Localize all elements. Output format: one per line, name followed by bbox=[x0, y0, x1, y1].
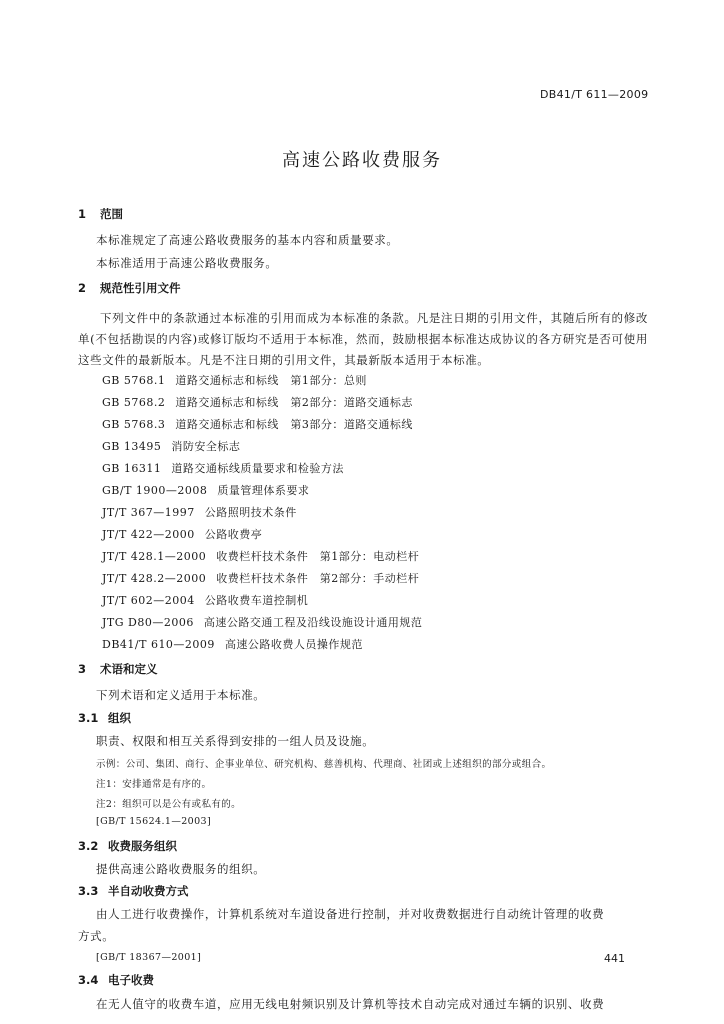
section-title: 术语和定义 bbox=[100, 662, 158, 676]
section-2-heading bbox=[78, 280, 181, 296]
section-3-heading bbox=[78, 661, 158, 677]
term-title: 组织 bbox=[108, 711, 131, 725]
term-example: 示例：公司、集团、商行、企事业单位、研究机构、慈善机构、代理商、社团或上述组织的部分或组合。 bbox=[96, 759, 552, 770]
terms-intro: 下列术语和定义适用于本标准。 bbox=[96, 688, 266, 702]
section-number: 3 bbox=[78, 662, 87, 676]
term-note-1: 注1：安排通常是有序的。 bbox=[96, 779, 212, 790]
reference-item: GB 13495 消防安全标志 bbox=[102, 440, 241, 453]
term-3-3-heading bbox=[78, 883, 189, 899]
section-number: 2 bbox=[78, 281, 87, 295]
term-3-2-heading bbox=[78, 838, 177, 854]
section-title: 规范性引用文件 bbox=[100, 281, 181, 295]
reference-item: JT/T 367—1997 公路照明技术条件 bbox=[102, 506, 297, 519]
standard-code-header: DB41/T 611—2009 bbox=[540, 88, 649, 101]
term-number: 3.4 bbox=[78, 973, 99, 987]
term-definition: 职责、权限和相互关系得到安排的一组人员及设施。 bbox=[96, 734, 375, 748]
term-3-1-heading bbox=[78, 710, 131, 726]
normative-references-paragraph: 下列文件中的条款通过本标准的引用而成为本标准的条款。凡是注日期的引用文件，其随后所有的修改单(不包括勘误的内容)或修订版均不适用于本标准，然而，鼓励根据本标准达成协议的各方研究是否可使用这些文件的最新版本。凡是不注日期的引用文件，其最新版本适用于本标准。 bbox=[78, 311, 648, 367]
term-3-4-heading bbox=[78, 972, 154, 988]
term-title: 半自动收费方式 bbox=[108, 884, 189, 898]
reference-item: GB 5768.2 道路交通标志和标线 第2部分：道路交通标志 bbox=[102, 396, 413, 409]
term-number: 3.2 bbox=[78, 839, 99, 853]
reference-item: JTG D80—2006 高速公路交通工程及沿线设施设计通用规范 bbox=[102, 616, 423, 629]
term-number: 3.1 bbox=[78, 711, 99, 725]
term-source: [GB/T 18367—2001] bbox=[96, 952, 202, 963]
reference-item: DB41/T 610—2009 高速公路收费人员操作规范 bbox=[102, 638, 363, 651]
term-definition-line-1: 由人工进行收费操作，计算机系统对车道设备进行控制，并对收费数据进行自动统计管理的收费 bbox=[96, 907, 605, 921]
reference-item: GB 16311 道路交通标线质量要求和检验方法 bbox=[102, 462, 344, 475]
term-definition-line-2: 方式。 bbox=[78, 929, 115, 943]
reference-item: JT/T 428.2—2000 收费栏杆技术条件 第2部分：手动栏杆 bbox=[102, 572, 420, 585]
scope-line-2: 本标准适用于高速公路收费服务。 bbox=[96, 256, 278, 270]
scope-line-1: 本标准规定了高速公路收费服务的基本内容和质量要求。 bbox=[96, 233, 399, 247]
section-number: 1 bbox=[78, 207, 87, 221]
term-definition-line-1: 在无人值守的收费车道，应用无线电射频识别及计算机等技术自动完成对通过车辆的识别、收费 bbox=[96, 997, 605, 1011]
reference-item: JT/T 428.1—2000 收费栏杆技术条件 第1部分：电动栏杆 bbox=[102, 550, 420, 563]
term-number: 3.3 bbox=[78, 884, 99, 898]
term-source: [GB/T 15624.1—2003] bbox=[96, 816, 212, 827]
section-1-heading bbox=[78, 206, 123, 222]
term-note-2: 注2：组织可以是公有或私有的。 bbox=[96, 799, 242, 810]
reference-item: GB 5768.1 道路交通标志和标线 第1部分：总则 bbox=[102, 374, 367, 387]
document-title: 高速公路收费服务 bbox=[282, 150, 442, 171]
section-title: 范围 bbox=[100, 207, 123, 221]
term-title: 电子收费 bbox=[108, 973, 154, 987]
reference-item: JT/T 602—2004 公路收费车道控制机 bbox=[102, 594, 309, 607]
term-definition: 提供高速公路收费服务的组织。 bbox=[96, 862, 266, 876]
reference-item: JT/T 422—2000 公路收费亭 bbox=[102, 528, 263, 541]
term-title: 收费服务组织 bbox=[108, 839, 177, 853]
reference-item: GB/T 1900—2008 质量管理体系要求 bbox=[102, 484, 310, 497]
reference-item: GB 5768.3 道路交通标志和标线 第3部分：道路交通标线 bbox=[102, 418, 413, 431]
page-number: 441 bbox=[604, 952, 625, 965]
